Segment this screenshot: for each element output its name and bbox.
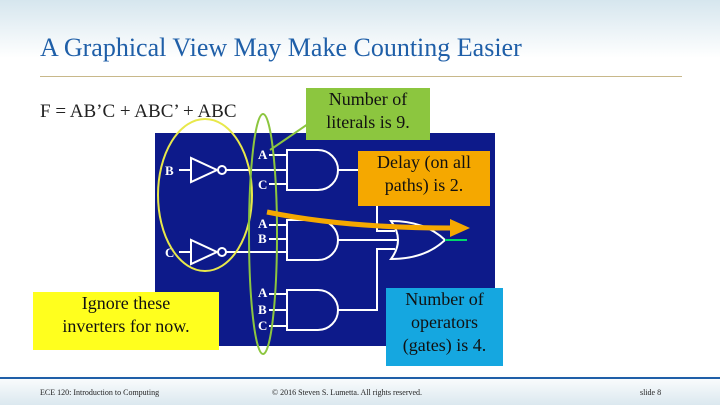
callout-operators-line-3: (gates) is 4. bbox=[402, 335, 487, 355]
gate1-input-c-label: C bbox=[258, 177, 268, 192]
delay-arrow-head bbox=[450, 219, 470, 237]
footer-slide-number: slide 8 bbox=[640, 388, 662, 397]
inverter-b-label: B bbox=[165, 163, 174, 178]
inverters-highlight-ellipse bbox=[158, 119, 252, 271]
footer-divider bbox=[0, 377, 720, 379]
callout-ignore-line-2: inverters for now. bbox=[62, 316, 190, 336]
callout-delay-line-1: Delay (on all bbox=[377, 152, 471, 172]
callout-delay-line-2: paths) is 2. bbox=[384, 175, 464, 195]
inverter-c-label: C bbox=[165, 245, 175, 260]
boolean-equation: F = AB’C + ABC’ + ABC bbox=[40, 101, 237, 122]
gate3-input-c-label: C bbox=[258, 318, 268, 333]
callout-operators-line-1: Number of bbox=[405, 289, 484, 309]
callout-operators bbox=[386, 288, 503, 366]
callout-operators-line-2: operators bbox=[411, 312, 478, 332]
callout-ignore-line-1: Ignore these bbox=[81, 293, 171, 313]
gate2-input-a-label: A bbox=[258, 216, 268, 231]
callout-literals bbox=[306, 88, 430, 140]
gate1-input-a-label: A bbox=[258, 147, 268, 162]
literals-highlight-ellipse bbox=[249, 114, 277, 354]
callout-delay bbox=[358, 151, 490, 206]
delay-path-arrow bbox=[267, 212, 452, 228]
footer-course: ECE 120: Introduction to Computing bbox=[40, 388, 160, 397]
callout-literals-line-1: Number of bbox=[328, 89, 408, 109]
gate3-input-a-label: A bbox=[258, 285, 268, 300]
gate3-input-b-label: B bbox=[258, 302, 267, 317]
slide-title: A Graphical View May Make Counting Easier bbox=[40, 33, 522, 62]
footer-copyright: © 2016 Steven S. Lumetta. All rights reserved. bbox=[272, 388, 423, 397]
literals-pointer-line bbox=[270, 124, 308, 150]
gate2-input-b-label: B bbox=[258, 231, 267, 246]
callout-literals-line-2: literals is 9. bbox=[326, 112, 410, 132]
callout-ignore-inverters bbox=[33, 292, 219, 350]
